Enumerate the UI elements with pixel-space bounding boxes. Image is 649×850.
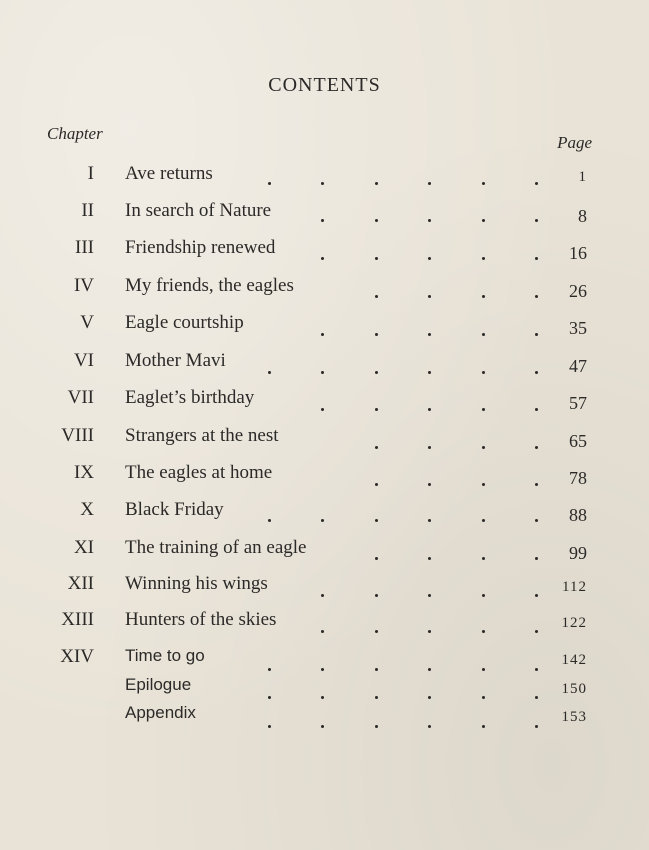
leader-dot [428,333,431,336]
toc-entry [0,573,649,603]
dot-leader [0,200,649,230]
leader-dot [428,483,431,486]
page-number: 57 [569,393,587,413]
leader-dot [482,630,485,633]
leader-dot [482,483,485,486]
dot-leader [0,609,649,639]
leader-dot [375,483,378,486]
toc-entry [0,537,649,567]
leader-dot [375,696,378,699]
leader-dot [535,725,538,728]
chapter-title: Appendix [125,703,196,722]
leader-dot [375,333,378,336]
toc-entry [0,200,649,230]
chapter-title: Eaglet’s birthday [125,387,255,408]
page-title: CONTENTS [268,74,381,96]
chapter-title: Ave returns [125,163,213,184]
page-number: 35 [569,318,587,338]
chapter-number: XI [73,537,94,558]
chapter-title: Hunters of the skies [125,609,277,630]
leader-dot [428,594,431,597]
leader-dot [428,446,431,449]
leader-dot [482,333,485,336]
dot-leader [0,675,649,705]
dot-leader [0,237,649,267]
leader-dot [428,519,431,522]
dot-leader [0,163,649,193]
leader-dot [375,519,378,522]
toc-entry [0,387,649,417]
leader-dot [482,594,485,597]
leader-dot [268,725,271,728]
leader-dot [375,557,378,560]
leader-dot [375,295,378,298]
leader-dot [535,371,538,374]
chapter-title: The training of an eagle [125,537,307,558]
chapter-number: I [87,163,94,184]
leader-dot [482,219,485,222]
chapter-number: IV [73,275,94,296]
leader-dot [268,668,271,671]
dot-leader [0,387,649,417]
dot-leader [0,646,649,676]
page-number: 26 [569,281,587,301]
toc-entry [0,275,649,305]
leader-dot [321,182,324,185]
leader-dot [535,483,538,486]
leader-dot [375,446,378,449]
leader-dot [482,446,485,449]
toc-entry [0,703,649,733]
page-number: 16 [569,243,587,263]
page-number: 8 [578,206,587,226]
toc-entry [0,609,649,639]
dot-leader [0,499,649,529]
page-number: 112 [562,579,587,595]
leader-dot [428,182,431,185]
chapter-title: My friends, the eagles [125,275,294,296]
dot-leader [0,537,649,567]
leader-dot [428,668,431,671]
leader-dot [375,182,378,185]
chapter-column-header: Chapter [47,124,103,143]
toc-entry [0,646,649,676]
page-number: 122 [561,615,587,631]
leader-dot [321,594,324,597]
toc-entry [0,350,649,380]
chapter-title: Mother Mavi [125,350,226,371]
chapter-title: The eagles at home [125,462,273,483]
chapter-number: IX [73,462,94,483]
toc-entry [0,462,649,492]
leader-dot [375,668,378,671]
leader-dot [482,371,485,374]
leader-dot [321,725,324,728]
chapter-title: Winning his wings [125,573,268,594]
leader-dot [535,696,538,699]
leader-dot [375,594,378,597]
leader-dot [535,295,538,298]
leader-dot [428,408,431,411]
dot-leader [0,350,649,380]
leader-dot [482,557,485,560]
chapter-number: VII [67,387,94,408]
leader-dot [428,630,431,633]
leader-dot [375,371,378,374]
leader-dot [321,333,324,336]
leader-dot [535,594,538,597]
leader-dot [375,219,378,222]
chapter-title: Time to go [125,646,205,665]
chapter-number: XIV [60,646,94,667]
page-number: 150 [561,681,587,697]
leader-dot [321,696,324,699]
leader-dot [428,219,431,222]
page-number: 153 [561,709,587,725]
chapter-title: Strangers at the nest [125,425,279,446]
dot-leader [0,573,649,603]
leader-dot [535,668,538,671]
chapter-number: X [80,499,94,520]
page-number: 142 [561,652,587,668]
toc-entry [0,163,649,193]
leader-dot [535,408,538,411]
leader-dot [268,182,271,185]
leader-dot [535,333,538,336]
leader-dot [535,630,538,633]
chapter-number: VIII [61,425,94,446]
leader-dot [321,408,324,411]
leader-dot [482,408,485,411]
leader-dot [482,182,485,185]
chapter-title: Black Friday [125,499,224,520]
page-column-header: Page [557,133,592,152]
leader-dot [268,696,271,699]
leader-dot [321,219,324,222]
leader-dot [321,371,324,374]
leader-dot [375,725,378,728]
toc-entry [0,237,649,267]
chapter-number: II [81,200,94,221]
chapter-number: V [80,312,94,333]
leader-dot [482,725,485,728]
page-number: 47 [569,356,587,376]
leader-dot [375,257,378,260]
leader-dot [321,630,324,633]
chapter-title: Eagle courtship [125,312,244,333]
leader-dot [428,371,431,374]
chapter-number: III [75,237,94,258]
leader-dot [321,257,324,260]
leader-dot [535,182,538,185]
chapter-title: In search of Nature [125,200,272,221]
dot-leader [0,462,649,492]
chapter-number: VI [73,350,94,371]
leader-dot [535,519,538,522]
leader-dot [428,295,431,298]
leader-dot [482,668,485,671]
leader-dot [482,295,485,298]
leader-dot [375,408,378,411]
leader-dot [321,519,324,522]
page-number: 1 [578,169,587,185]
leader-dot [428,557,431,560]
chapter-title: Friendship renewed [125,237,276,258]
leader-dot [428,696,431,699]
chapter-title: Epilogue [125,675,192,694]
toc-entry [0,499,649,529]
leader-dot [428,257,431,260]
page-number: 99 [569,543,587,563]
leader-dot [482,257,485,260]
dot-leader [0,703,649,733]
leader-dot [535,257,538,260]
chapter-number: XIII [61,609,94,630]
leader-dot [482,519,485,522]
toc-entry [0,312,649,342]
leader-dot [268,371,271,374]
leader-dot [375,630,378,633]
leader-dot [535,219,538,222]
chapter-number: XII [67,573,94,594]
dot-leader [0,275,649,305]
leader-dot [535,446,538,449]
page-number: 88 [569,505,587,525]
leader-dot [482,696,485,699]
leader-dot [428,725,431,728]
leader-dot [321,668,324,671]
page-number: 65 [569,431,587,451]
dot-leader [0,425,649,455]
toc-entry [0,675,649,705]
toc-entry [0,425,649,455]
dot-leader [0,312,649,342]
leader-dot [535,557,538,560]
page-number: 78 [569,468,587,488]
leader-dot [268,519,271,522]
